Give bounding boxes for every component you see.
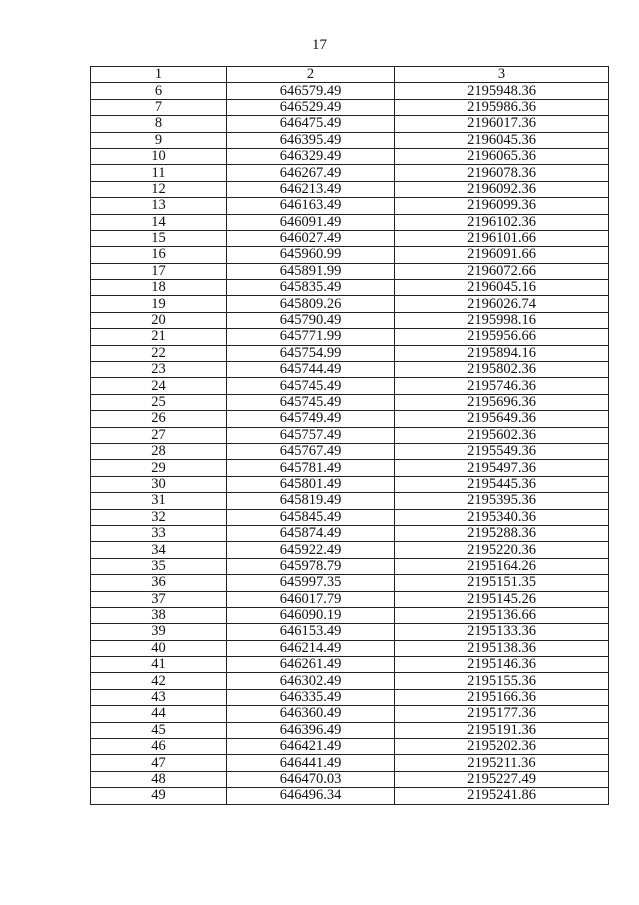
cell-point-number: 31 xyxy=(91,493,227,509)
cell-point-number: 45 xyxy=(91,722,227,738)
table-row xyxy=(91,394,609,410)
cell-point-number: 13 xyxy=(91,198,227,214)
column-header-point: 1 xyxy=(91,67,227,83)
cell-x-coordinate: 646335.49 xyxy=(227,689,395,705)
table-row xyxy=(91,312,609,328)
cell-y-coordinate: 2195227.49 xyxy=(395,771,609,787)
table-row xyxy=(91,280,609,296)
cell-x-coordinate: 645835.49 xyxy=(227,280,395,296)
cell-point-number: 29 xyxy=(91,460,227,476)
cell-point-number: 9 xyxy=(91,132,227,148)
cell-x-coordinate: 646475.49 xyxy=(227,116,395,132)
cell-y-coordinate: 2195497.36 xyxy=(395,460,609,476)
cell-x-coordinate: 645757.49 xyxy=(227,427,395,443)
table-row xyxy=(91,345,609,361)
cell-x-coordinate: 646579.49 xyxy=(227,83,395,99)
cell-point-number: 24 xyxy=(91,378,227,394)
cell-y-coordinate: 2195155.36 xyxy=(395,673,609,689)
table-row xyxy=(91,362,609,378)
table-row xyxy=(91,116,609,132)
table-row xyxy=(91,198,609,214)
cell-y-coordinate: 2195445.36 xyxy=(395,476,609,492)
cell-y-coordinate: 2196078.36 xyxy=(395,165,609,181)
table-row xyxy=(91,689,609,705)
cell-y-coordinate: 2195894.16 xyxy=(395,345,609,361)
table-row xyxy=(91,607,609,623)
cell-x-coordinate: 646302.49 xyxy=(227,673,395,689)
cell-y-coordinate: 2195395.36 xyxy=(395,493,609,509)
cell-x-coordinate: 645978.79 xyxy=(227,558,395,574)
cell-point-number: 14 xyxy=(91,214,227,230)
cell-x-coordinate: 646470.03 xyxy=(227,771,395,787)
table-body xyxy=(91,83,609,804)
table-header-row xyxy=(91,67,609,83)
cell-x-coordinate: 645767.49 xyxy=(227,443,395,459)
cell-y-coordinate: 2196102.36 xyxy=(395,214,609,230)
table-row xyxy=(91,542,609,558)
cell-point-number: 16 xyxy=(91,247,227,263)
cell-y-coordinate: 2195211.36 xyxy=(395,755,609,771)
cell-y-coordinate: 2196045.16 xyxy=(395,280,609,296)
cell-y-coordinate: 2196091.66 xyxy=(395,247,609,263)
cell-y-coordinate: 2196045.36 xyxy=(395,132,609,148)
cell-x-coordinate: 645745.49 xyxy=(227,378,395,394)
cell-x-coordinate: 645754.99 xyxy=(227,345,395,361)
table-row xyxy=(91,411,609,427)
cell-x-coordinate: 645749.49 xyxy=(227,411,395,427)
table-row xyxy=(91,640,609,656)
table-row xyxy=(91,296,609,312)
cell-x-coordinate: 645997.35 xyxy=(227,575,395,591)
cell-x-coordinate: 646529.49 xyxy=(227,99,395,115)
table-row xyxy=(91,739,609,755)
table-row xyxy=(91,706,609,722)
table-row xyxy=(91,509,609,525)
table-row xyxy=(91,673,609,689)
cell-point-number: 19 xyxy=(91,296,227,312)
cell-y-coordinate: 2196017.36 xyxy=(395,116,609,132)
cell-point-number: 28 xyxy=(91,443,227,459)
cell-point-number: 22 xyxy=(91,345,227,361)
cell-y-coordinate: 2196026.74 xyxy=(395,296,609,312)
cell-x-coordinate: 645960.99 xyxy=(227,247,395,263)
table-row xyxy=(91,230,609,246)
cell-y-coordinate: 2195220.36 xyxy=(395,542,609,558)
cell-y-coordinate: 2195151.35 xyxy=(395,575,609,591)
cell-y-coordinate: 2195649.36 xyxy=(395,411,609,427)
cell-point-number: 15 xyxy=(91,230,227,246)
table-row xyxy=(91,181,609,197)
cell-y-coordinate: 2195998.16 xyxy=(395,312,609,328)
cell-point-number: 20 xyxy=(91,312,227,328)
cell-x-coordinate: 646213.49 xyxy=(227,181,395,197)
cell-x-coordinate: 646441.49 xyxy=(227,755,395,771)
cell-y-coordinate: 2195164.26 xyxy=(395,558,609,574)
cell-point-number: 8 xyxy=(91,116,227,132)
cell-y-coordinate: 2195986.36 xyxy=(395,99,609,115)
cell-point-number: 42 xyxy=(91,673,227,689)
table-row xyxy=(91,443,609,459)
cell-y-coordinate: 2195602.36 xyxy=(395,427,609,443)
cell-y-coordinate: 2195145.26 xyxy=(395,591,609,607)
cell-point-number: 26 xyxy=(91,411,227,427)
table-row xyxy=(91,247,609,263)
table-row xyxy=(91,427,609,443)
table-row xyxy=(91,525,609,541)
cell-point-number: 27 xyxy=(91,427,227,443)
table-row xyxy=(91,575,609,591)
cell-x-coordinate: 646496.34 xyxy=(227,788,395,804)
cell-point-number: 32 xyxy=(91,509,227,525)
table-row xyxy=(91,558,609,574)
cell-point-number: 49 xyxy=(91,788,227,804)
cell-x-coordinate: 645891.99 xyxy=(227,263,395,279)
cell-y-coordinate: 2195191.36 xyxy=(395,722,609,738)
cell-x-coordinate: 646329.49 xyxy=(227,148,395,164)
cell-x-coordinate: 646091.49 xyxy=(227,214,395,230)
cell-x-coordinate: 646027.49 xyxy=(227,230,395,246)
cell-x-coordinate: 646396.49 xyxy=(227,722,395,738)
cell-point-number: 47 xyxy=(91,755,227,771)
cell-x-coordinate: 645874.49 xyxy=(227,525,395,541)
cell-x-coordinate: 646360.49 xyxy=(227,706,395,722)
cell-x-coordinate: 645745.49 xyxy=(227,394,395,410)
cell-point-number: 12 xyxy=(91,181,227,197)
cell-y-coordinate: 2196065.36 xyxy=(395,148,609,164)
cell-point-number: 30 xyxy=(91,476,227,492)
cell-point-number: 11 xyxy=(91,165,227,181)
cell-y-coordinate: 2195802.36 xyxy=(395,362,609,378)
table-row xyxy=(91,591,609,607)
cell-y-coordinate: 2195746.36 xyxy=(395,378,609,394)
cell-y-coordinate: 2195956.66 xyxy=(395,329,609,345)
cell-y-coordinate: 2195133.36 xyxy=(395,624,609,640)
cell-point-number: 34 xyxy=(91,542,227,558)
table-row xyxy=(91,755,609,771)
cell-x-coordinate: 645790.49 xyxy=(227,312,395,328)
cell-x-coordinate: 645809.26 xyxy=(227,296,395,312)
table-row xyxy=(91,460,609,476)
cell-x-coordinate: 646421.49 xyxy=(227,739,395,755)
table-row xyxy=(91,493,609,509)
cell-x-coordinate: 646395.49 xyxy=(227,132,395,148)
table-row xyxy=(91,476,609,492)
cell-y-coordinate: 2196092.36 xyxy=(395,181,609,197)
coordinates-table xyxy=(90,66,609,805)
cell-point-number: 6 xyxy=(91,83,227,99)
cell-point-number: 40 xyxy=(91,640,227,656)
column-header-x: 2 xyxy=(227,67,395,83)
cell-point-number: 23 xyxy=(91,362,227,378)
cell-y-coordinate: 2195136.66 xyxy=(395,607,609,623)
cell-x-coordinate: 646163.49 xyxy=(227,198,395,214)
cell-point-number: 48 xyxy=(91,771,227,787)
cell-y-coordinate: 2195138.36 xyxy=(395,640,609,656)
cell-point-number: 41 xyxy=(91,657,227,673)
cell-point-number: 44 xyxy=(91,706,227,722)
cell-y-coordinate: 2196072.66 xyxy=(395,263,609,279)
cell-point-number: 21 xyxy=(91,329,227,345)
cell-x-coordinate: 645744.49 xyxy=(227,362,395,378)
table-row xyxy=(91,165,609,181)
cell-point-number: 17 xyxy=(91,263,227,279)
table-row xyxy=(91,214,609,230)
cell-x-coordinate: 646090.19 xyxy=(227,607,395,623)
cell-point-number: 7 xyxy=(91,99,227,115)
cell-y-coordinate: 2195146.36 xyxy=(395,657,609,673)
cell-y-coordinate: 2195696.36 xyxy=(395,394,609,410)
cell-x-coordinate: 645801.49 xyxy=(227,476,395,492)
cell-point-number: 39 xyxy=(91,624,227,640)
table-row xyxy=(91,99,609,115)
table-row xyxy=(91,788,609,804)
cell-y-coordinate: 2195202.36 xyxy=(395,739,609,755)
cell-y-coordinate: 2196099.36 xyxy=(395,198,609,214)
cell-point-number: 10 xyxy=(91,148,227,164)
table-row xyxy=(91,624,609,640)
cell-y-coordinate: 2195549.36 xyxy=(395,443,609,459)
cell-y-coordinate: 2195288.36 xyxy=(395,525,609,541)
cell-point-number: 36 xyxy=(91,575,227,591)
cell-point-number: 38 xyxy=(91,607,227,623)
cell-point-number: 35 xyxy=(91,558,227,574)
cell-point-number: 18 xyxy=(91,280,227,296)
column-header-y: 3 xyxy=(395,67,609,83)
table-row xyxy=(91,329,609,345)
cell-x-coordinate: 645771.99 xyxy=(227,329,395,345)
table-row xyxy=(91,657,609,673)
cell-y-coordinate: 2195340.36 xyxy=(395,509,609,525)
cell-y-coordinate: 2195166.36 xyxy=(395,689,609,705)
cell-x-coordinate: 645845.49 xyxy=(227,509,395,525)
table-row xyxy=(91,378,609,394)
table-row xyxy=(91,148,609,164)
cell-x-coordinate: 646017.79 xyxy=(227,591,395,607)
cell-x-coordinate: 645922.49 xyxy=(227,542,395,558)
cell-point-number: 25 xyxy=(91,394,227,410)
table-row xyxy=(91,132,609,148)
table-row xyxy=(91,263,609,279)
cell-y-coordinate: 2195177.36 xyxy=(395,706,609,722)
cell-x-coordinate: 645781.49 xyxy=(227,460,395,476)
table-row xyxy=(91,722,609,738)
table-row xyxy=(91,771,609,787)
cell-y-coordinate: 2195241.86 xyxy=(395,788,609,804)
cell-y-coordinate: 2196101.66 xyxy=(395,230,609,246)
cell-y-coordinate: 2195948.36 xyxy=(395,83,609,99)
cell-x-coordinate: 646214.49 xyxy=(227,640,395,656)
cell-point-number: 37 xyxy=(91,591,227,607)
page-number: 17 xyxy=(312,37,327,53)
cell-point-number: 33 xyxy=(91,525,227,541)
cell-x-coordinate: 645819.49 xyxy=(227,493,395,509)
cell-point-number: 46 xyxy=(91,739,227,755)
cell-x-coordinate: 646267.49 xyxy=(227,165,395,181)
cell-point-number: 43 xyxy=(91,689,227,705)
table-row xyxy=(91,83,609,99)
cell-x-coordinate: 646153.49 xyxy=(227,624,395,640)
cell-x-coordinate: 646261.49 xyxy=(227,657,395,673)
